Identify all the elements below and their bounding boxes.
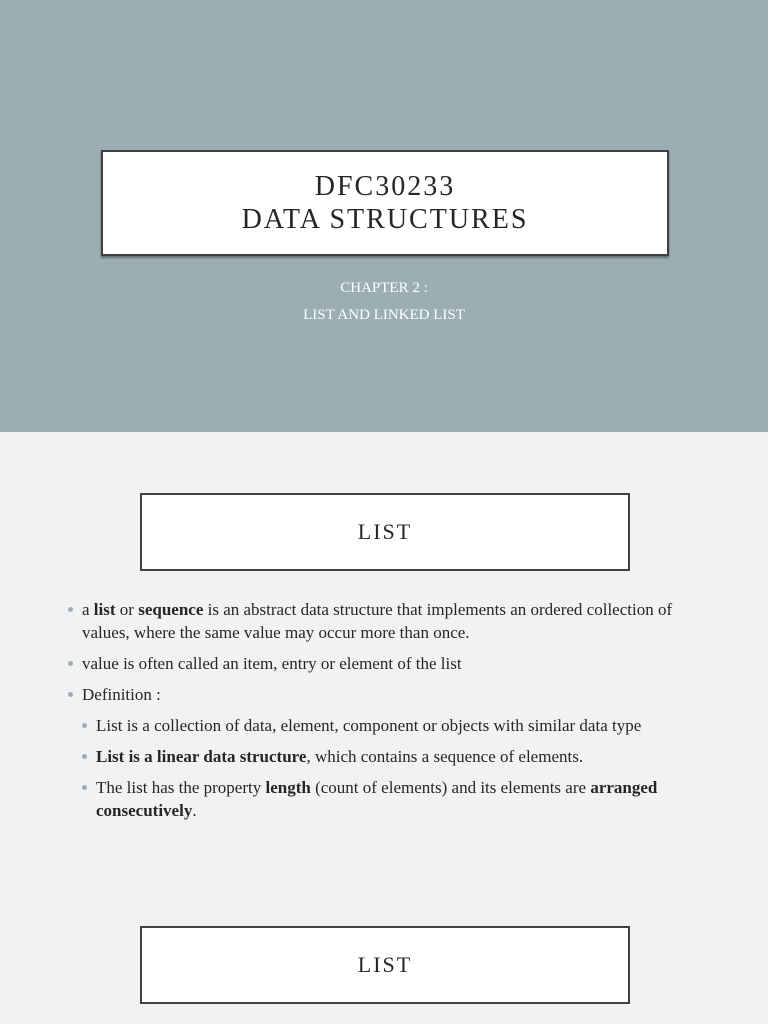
title-slide (0, 0, 768, 432)
bullet-icon (82, 723, 87, 728)
course-code: DFC30233 (314, 171, 456, 202)
list-heading: LIST (357, 519, 413, 544)
bullet-icon (82, 785, 87, 790)
list-heading-box (140, 493, 630, 571)
sub-bullet-linear: List is a linear data structure, which contains a sequence of elements. (80, 745, 706, 768)
chapter-label: CHAPTER 2 : (340, 280, 428, 296)
bullet-definition-label: Definition : (66, 683, 706, 706)
sub-bullet-collection: List is a collection of data, element, component or objects with similar data type (80, 714, 706, 737)
bullet-icon (68, 607, 73, 612)
list-heading-box-2 (140, 926, 630, 1004)
bullet-icon (68, 692, 73, 697)
bullet-icon (68, 661, 73, 666)
title-box (101, 150, 669, 256)
bullet-list (66, 598, 706, 830)
bullet-icon (82, 754, 87, 759)
list-heading-2: LIST (357, 952, 413, 977)
sub-bullet-length: The list has the property length (count of elements) and its elements are arranged consecutively. (80, 776, 706, 822)
bullet-list-definition: a list or sequence is an abstract data structure that implements an ordered collection of values, where the same value may occur more than once. (66, 598, 706, 644)
bullet-value: value is often called an item, entry or element of the list (66, 652, 706, 675)
course-title: DATA STRUCTURES (241, 204, 529, 235)
chapter-title: LIST AND LINKED LIST (303, 307, 465, 323)
